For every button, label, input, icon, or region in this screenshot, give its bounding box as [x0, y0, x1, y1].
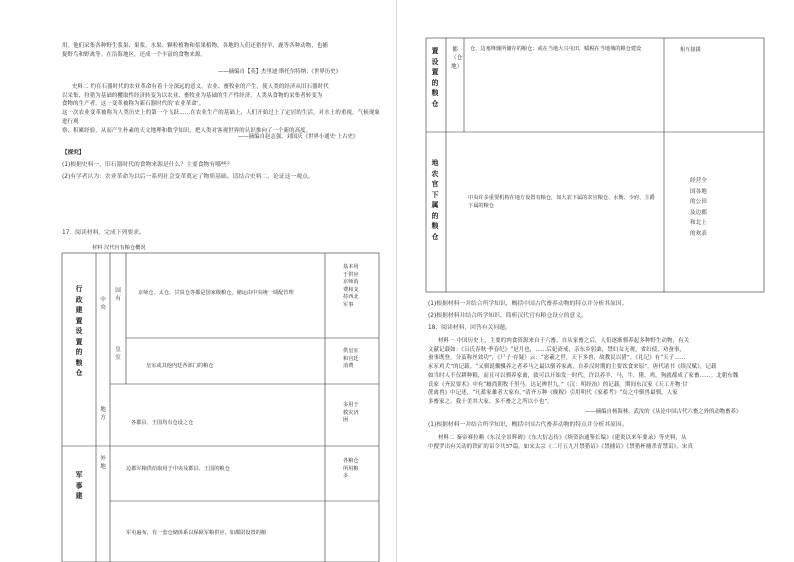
right-cell-border-use: 相互接援	[680, 47, 701, 53]
question-18-1: (1)根据材料一并结合所学知识，概括中国古代畜养动物的特点并分析其原因。	[428, 422, 628, 428]
explore-heading: 【探究】	[62, 150, 85, 156]
material-1-source: ——摘编自【英】杰里迪·斯托尔特纳：《世界历史》	[218, 69, 341, 75]
question-16-1: (1)根据史料一，旧石器时代的食物来源是什么？主要食物有哪些？	[62, 162, 233, 168]
question-17-prompt: 17．阅读材料，完成下列要求。	[62, 230, 145, 236]
vcol-admin-granary: 行政建置设置的粮仓	[75, 285, 83, 377]
right-cell-border-granary: 仓、边塞烽燧所储存的粮仓；或在当地大兴屯田，赋税在当地城的粮仓建设	[470, 46, 642, 52]
material-18-2-paragraph: 材料二 秦帝赛拉赖《东汉全景辉碑》《东大衍志传》《续资治通鉴长编》《建炎以来年要录》等史料，从 中搜罗出有关动的铁矿的诏令共57篇。如宋太宗《二月五九月禁猎诏》《禁捕诏》《禁猎杯捕杀青禁诏》，宋真	[428, 435, 694, 450]
question-17-2: (2)根据材料并结合所学知识，简析汉代官有粮仓设立的意义。	[428, 313, 587, 319]
cell-royal-granary: 皇室或其他内廷各部门的粮仓	[146, 363, 214, 369]
cell-border-supply-use: 各粮仓所用粮多	[343, 458, 359, 479]
cell-royal-use: 供皇室和宫廷消费	[343, 348, 359, 369]
vcol-royal: 皇室	[115, 347, 121, 362]
right-cell-agri-use: 经营全国各地的公田及边郡和北上的欢表	[690, 178, 707, 237]
right-vcol-capital: 都（仓地）	[451, 47, 463, 70]
question-18-prompt: 18．阅读材料，回答有关问题。	[428, 325, 511, 331]
cell-local-use: 多用于救灾济困	[343, 402, 359, 423]
material-2-paragraph: 史料二 约在石器时代的农业革命有着十分深远的意义。农业、畜牧业的产生，使人类的经济从旧石器时代 以采集、狩猎为基础的攫取性经济转变为以农业、畜牧业为基础的生产性经济。人类从食物的采集者转变为 食物的生产者。这一变革被称为新石器时代的‘农业革命’。 这一次农业变革被称为人类历史上的第一个飞跃……在农业生产的基础上，人们开始过上了定居的生活，对水土的重视，气候现象进行观 察、积累经验，从而产生朴素的天文地理和数学知识，把人类对客观世界的认识推向了一个新的高度。	[62, 84, 380, 134]
question-17-1: (1)根据材料一并结合所学知识，概括中国古代畜养动物的特点并分析其原因。	[428, 301, 628, 307]
cell-state-use: 基本用于供应京师消费和支持西北军事	[343, 264, 359, 308]
table-caption: 材料 汉代官有粮仓概况	[92, 245, 146, 251]
cell-state-granary: 京师仓、太仓、甘泉仓等都是国家级粮仓，储运由中央统一调配管理	[138, 290, 294, 296]
cell-border-farm: 军屯遍布，有一套仓储体系以保障军粮供应，如都尉设置的粮	[126, 530, 267, 536]
question-16-2: (2)有学者认为：农业革命为以后一系列社会变革奠定了物质基础。请结合史料二，论证这一观点。	[62, 174, 314, 180]
vcol-state: 国有	[115, 288, 121, 303]
vcol-local: 地方	[100, 407, 106, 422]
right-vcol-granary: 置设置的粮仓	[431, 47, 439, 108]
cell-local-granary: 各郡县、王国均有仓设之仓	[131, 420, 194, 426]
material-2-source: ——摘编自赵志强、刘国庆《世界小通史·上古史》	[238, 134, 359, 140]
vcol-central: 中央	[100, 297, 106, 312]
right-vcol-agri-granary: 地农官下属的粮仓	[431, 159, 439, 241]
right-cell-agri-granary: 中央许多重要机构在地方设置有粮仓，如大农下属的农官粮仓、水衡、少府、主爵下属的粮仓	[468, 195, 655, 209]
cell-border-supply: 边郡军粮供给取用于中央及郡县、王国的粮仓	[126, 466, 230, 472]
vcol-military: 军事建	[75, 471, 83, 500]
material-18-1-source: ——摘编自杨海林、武汝的《从论中国古代六畜之外的动物畜养》	[585, 409, 742, 415]
material-1-paragraph: 用。他们采集各种野生浆果、果浆、水果、颗粒植物和浆果植物。各地的人们还猎狩羊、鹿等各种动物，也捕 捉野鸟和野禽等。在沿海地区，还成一个丰富的食物来源。	[62, 43, 328, 58]
material-18-1-paragraph: 材料一 中国历史上，主要的肉食资源来自于六畜。自从家畜之后，人们逐渐驯养起多种野生动物，有关 文献记载如：《吕氏春秋·季春纪》“是月也，……后妃斋戒，亲东乡躬桑，禁妇女无观，省妇使，劝蚕事， 蚕事既登，分茧称丝效功”，《尸子·存疑》云：“宓羲之世，天下多兽，故教民以猎”。《礼记》有“天子…… 豕豕鸡犬”的记载。“又驯说骥骥养之者养马之最以驯养家禽，自养汉时期的主要饮食来原”。唐代诸书《续汉赋》，记载 如当时人不仅耕种粮，而且可以驯养家禽，致可以开始发一时代，许以养羊，马，牛，猪，鸡，狗就都成了家畜……。北朝东魏 氏家《齐民要术》中有“厩尚朝牧千里马，达足辨世九。”《汉：明经治》的记载。期间东汉家《天工开物·甘 蔗禽兽》中记述，“凡蓄家雄者大家有。”清齐万种《晚稼》引用明代《家蓄考》“岛之中驯兽最驯，人家 多畜家之。我十美其大家，多不畜之之所以小也”。	[428, 338, 739, 405]
vcol-outer: 外地	[100, 456, 106, 471]
